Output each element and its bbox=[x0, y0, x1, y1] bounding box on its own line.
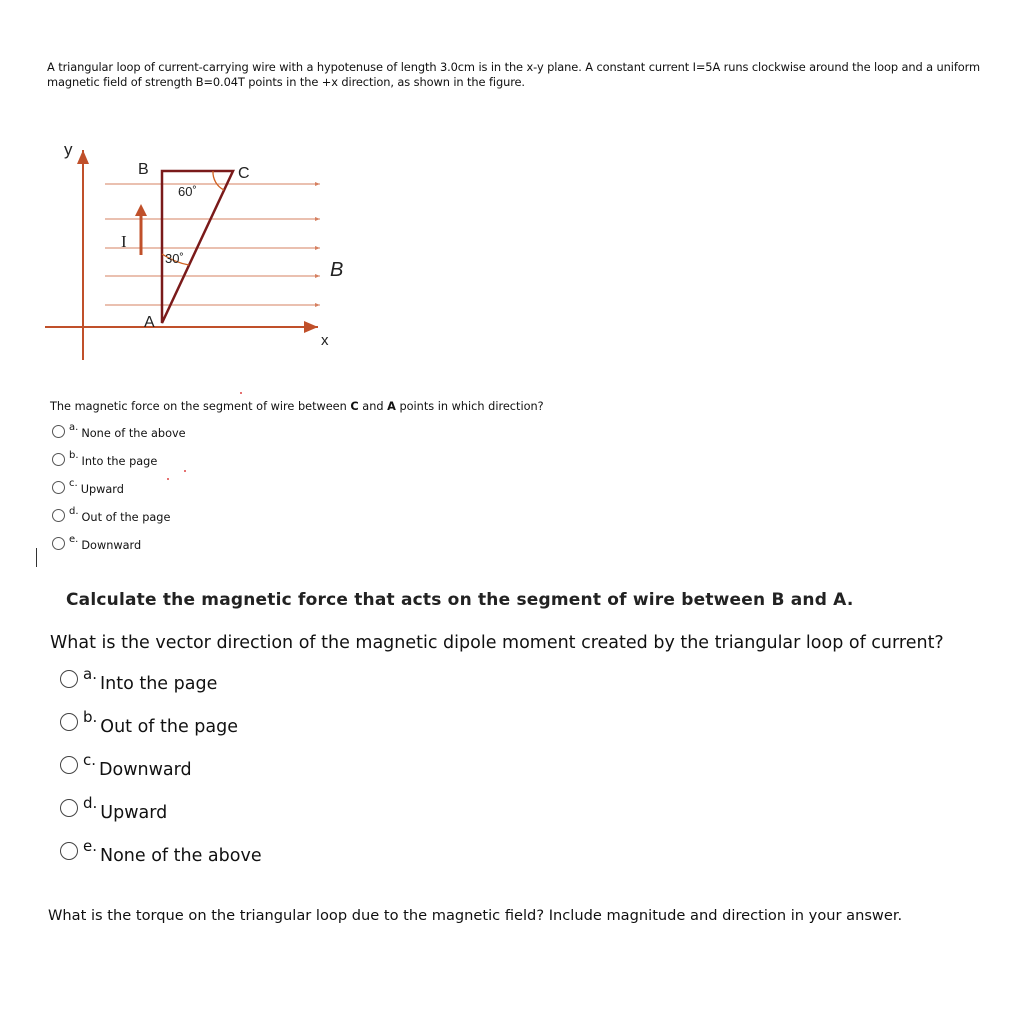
q1-a: A bbox=[387, 400, 396, 413]
radio-button[interactable] bbox=[52, 425, 65, 438]
q1-option-e[interactable] bbox=[52, 536, 141, 552]
point-c-label: C bbox=[238, 165, 250, 182]
triangle-loop bbox=[162, 171, 233, 323]
q2-option-c[interactable] bbox=[60, 751, 192, 780]
x-axis-label: x bbox=[321, 332, 329, 349]
option-text: None of the above bbox=[100, 846, 262, 866]
question-3: What is the torque on the triangular loop due to the magnetic field? Include magnitude and direction in your answer. bbox=[48, 907, 903, 924]
y-axis-label: y bbox=[64, 140, 73, 159]
option-text: Upward bbox=[100, 803, 168, 823]
option-text: Out of the page bbox=[100, 717, 239, 737]
radio-button[interactable] bbox=[52, 481, 65, 494]
q1-option-b[interactable] bbox=[52, 452, 157, 468]
problem-intro bbox=[47, 60, 980, 90]
q2-option-e[interactable] bbox=[60, 837, 262, 866]
question-2: What is the vector direction of the magnetic dipole moment created by the triangular loop of current? bbox=[50, 633, 944, 653]
radio-button[interactable] bbox=[60, 842, 78, 860]
option-letter: d. bbox=[69, 506, 79, 517]
q2-option-d[interactable] bbox=[60, 794, 168, 823]
radio-button[interactable] bbox=[52, 453, 65, 466]
q1-text-post: points in which direction? bbox=[395, 400, 544, 413]
q1-text-pre: The magnetic force on the segment of wire between bbox=[50, 400, 351, 413]
option-text: Out of the page bbox=[81, 511, 171, 524]
q1-c: C bbox=[350, 400, 359, 413]
current-label: I bbox=[121, 232, 127, 251]
radio-button[interactable] bbox=[60, 756, 78, 774]
option-text: None of the above bbox=[81, 427, 186, 440]
radio-button[interactable] bbox=[52, 509, 65, 522]
option-text: Upward bbox=[80, 483, 124, 496]
option-text: Downward bbox=[99, 760, 192, 780]
question-1 bbox=[50, 400, 544, 413]
intro-line-2: magnetic field of strength B=0.04T points in the +x direction, as shown in the figure. bbox=[47, 75, 525, 89]
q1-option-d[interactable] bbox=[52, 508, 170, 524]
option-letter: b. bbox=[69, 450, 79, 461]
radio-button[interactable] bbox=[60, 713, 78, 731]
option-letter: e. bbox=[69, 534, 79, 545]
angle-60-label: 60˚ bbox=[178, 184, 197, 199]
option-text: Into the page bbox=[99, 674, 218, 694]
point-a-label: A bbox=[144, 314, 155, 331]
option-letter: a. bbox=[69, 422, 79, 433]
text-cursor bbox=[36, 548, 37, 567]
point-b-label: B bbox=[138, 161, 149, 178]
option-letter: d. bbox=[83, 794, 98, 812]
option-letter: c. bbox=[83, 751, 97, 769]
option-text: Into the page bbox=[81, 455, 158, 468]
option-text: Downward bbox=[81, 539, 142, 552]
intro-line-1: A triangular loop of current-carrying wire with a hypotenuse of length 3.0cm is in the x-y plane. A constant current I=5A runs clockwise around the loop and a uniform bbox=[47, 60, 980, 74]
option-letter: c. bbox=[69, 478, 78, 489]
q1-text-mid: and bbox=[358, 400, 388, 413]
option-letter: e. bbox=[83, 837, 97, 855]
radio-button[interactable] bbox=[60, 799, 78, 817]
q2-option-b[interactable] bbox=[60, 708, 239, 737]
q2-option-a[interactable] bbox=[60, 665, 218, 694]
field-b-label: B bbox=[330, 259, 344, 281]
q1-option-a[interactable] bbox=[52, 424, 186, 440]
radio-button[interactable] bbox=[60, 670, 78, 688]
loop-figure bbox=[0, 130, 360, 370]
option-letter: b. bbox=[83, 708, 98, 726]
current-arrow-head bbox=[135, 204, 147, 216]
angle-30-label: 30˚ bbox=[165, 251, 184, 266]
q1-option-c[interactable] bbox=[52, 480, 124, 496]
heading-calculate: Calculate the magnetic force that acts on the segment of wire between B and A. bbox=[66, 590, 854, 610]
option-letter: a. bbox=[83, 665, 97, 683]
angle-arc-60 bbox=[213, 171, 224, 190]
radio-button[interactable] bbox=[52, 537, 65, 550]
